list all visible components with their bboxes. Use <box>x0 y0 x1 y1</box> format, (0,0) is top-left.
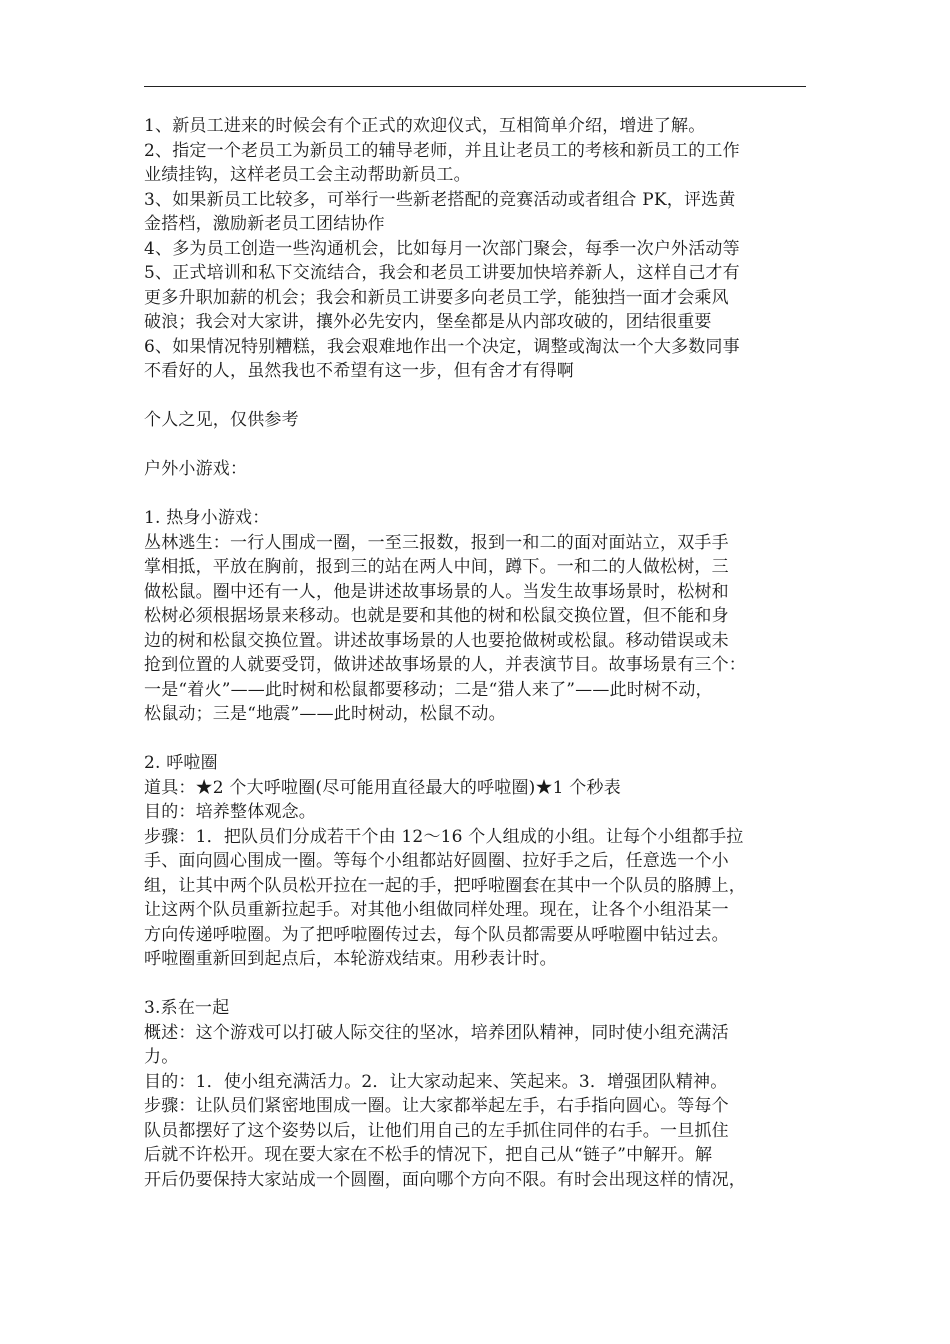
game-line: 松鼠动；三是“地震”——此时树动，松鼠不动。 <box>144 704 506 724</box>
game-line: 步骤：1．把队员们分成若干个由 12～16 个人组成的小组。让每个小组都手拉 <box>144 826 744 847</box>
game-line: 让这两个队员重新拉起手。对其他小组做同样处理。现在，让各个小组沿某一 <box>144 900 729 920</box>
game-line: 目的：1．使小组充满活力。2．让大家动起来、笑起来。3．增强团队精神。 <box>144 1071 728 1092</box>
game-line: 概述：这个游戏可以打破人际交往的坚冰，培养团队精神，同时使小组充满活 <box>144 1022 729 1043</box>
game-line: 丛林逃生：一行人围成一圈，一至三报数，报到一和二的面对面站立，双手手 <box>144 532 729 553</box>
list-line: 3、如果新员工比较多，可举行一些新老搭配的竞赛活动或者组合 PK，评选黄 <box>144 189 736 210</box>
game-title: 3.系在一起 <box>144 998 230 1018</box>
game-3-section <box>144 996 812 1192</box>
document-body <box>144 114 812 1192</box>
game-line: 开后仍要保持大家站成一个圆圈，面向哪个方向不限。有时会出现这样的情况， <box>144 1169 746 1190</box>
game-line: 抢到位置的人就要受罚，做讲述故事场景的人，并表演节目。故事场景有三个： <box>144 655 746 675</box>
game-line: 组，让其中两个队员松开拉在一起的手，把呼啦圈套在其中一个队员的胳膊上， <box>144 875 746 896</box>
game-line: 做松鼠。圈中还有一人，他是讲述故事场景的人。当发生故事场景时，松树和 <box>144 581 729 602</box>
game-line: 力。 <box>144 1047 179 1067</box>
game-title: 2. 呼啦圈 <box>144 753 218 773</box>
game-line: 松树必须根据场景来移动。也就是要和其他的树和松鼠交换位置，但不能和身 <box>144 606 729 626</box>
list-line: 金搭档，激励新老员工团结协作 <box>144 214 385 234</box>
tips-list <box>144 114 812 384</box>
game-line: 步骤：让队员们紧密地围成一圈。让大家都举起左手，右手指向圆心。等每个 <box>144 1096 729 1116</box>
section-heading: 户外小游戏： <box>144 459 248 479</box>
game-line: 一是“着火”——此时树和松鼠都要移动；二是“猎人来了”——此时树不动， <box>144 679 713 700</box>
game-title: 1. 热身小游戏： <box>144 508 270 528</box>
list-line: 5、正式培训和私下交流结合，我会和老员工讲要加快培养新人，这样自己才有 <box>144 263 740 283</box>
game-line: 边的树和松鼠交换位置。讲述故事场景的人也要抢做树或松鼠。移动错误或未 <box>144 630 729 651</box>
game-line: 掌相抵，平放在胸前，报到三的站在两人中间，蹲下。一和二的人做松树，三 <box>144 557 729 577</box>
list-line: 6、如果情况特别糟糕，我会艰难地作出一个决定，调整或淘汰一个大多数同事 <box>144 336 740 357</box>
game-line: 队员都摆好了这个姿势以后，让他们用自己的左手抓住同伴的右手。一旦抓住 <box>144 1120 729 1141</box>
game-line: 道具：★2 个大呼啦圈(尽可能用直径最大的呼啦圈)★1 个秒表 <box>144 777 621 798</box>
game-2-section <box>144 751 812 972</box>
list-line: 1、新员工进来的时候会有个正式的欢迎仪式，互相简单介绍，增进了解。 <box>144 116 706 136</box>
list-line: 不看好的人，虽然我也不希望有这一步，但有舍才有得啊 <box>144 361 574 381</box>
list-line: 4、多为员工创造一些沟通机会，比如每月一次部门聚会，每季一次户外活动等 <box>144 238 740 259</box>
list-line: 业绩挂钩，这样老员工会主动帮助新员工。 <box>144 165 471 185</box>
list-line: 破浪；我会对大家讲，攘外必先安内，堡垒都是从内部攻破的，团结很重要 <box>144 312 712 332</box>
game-line: 后就不许松开。现在要大家在不松手的情况下，把自己从“链子”中解开。解 <box>144 1145 713 1165</box>
game-1-section <box>144 506 812 727</box>
header-rule <box>144 86 806 87</box>
list-line: 更多升职加薪的机会；我会和新员工讲要多向老员工学，能独挡一面才会乘风 <box>144 287 729 308</box>
game-line: 方向传递呼啦圈。为了把呼啦圈传过去，每个队员都需要从呼啦圈中钻过去。 <box>144 924 729 945</box>
game-line: 呼啦圈重新回到起点后，本轮游戏结束。用秒表计时。 <box>144 949 557 969</box>
list-line: 2、指定一个老员工为新员工的辅导老师，并且让老员工的考核和新员工的工作 <box>144 140 740 161</box>
game-line: 手、面向圆心围成一圈。等每个小组都站好圆圈、拉好手之后，任意选一个小 <box>144 851 729 871</box>
game-line: 目的：培养整体观念。 <box>144 802 316 822</box>
note-line: 个人之见，仅供参考 <box>144 410 299 430</box>
